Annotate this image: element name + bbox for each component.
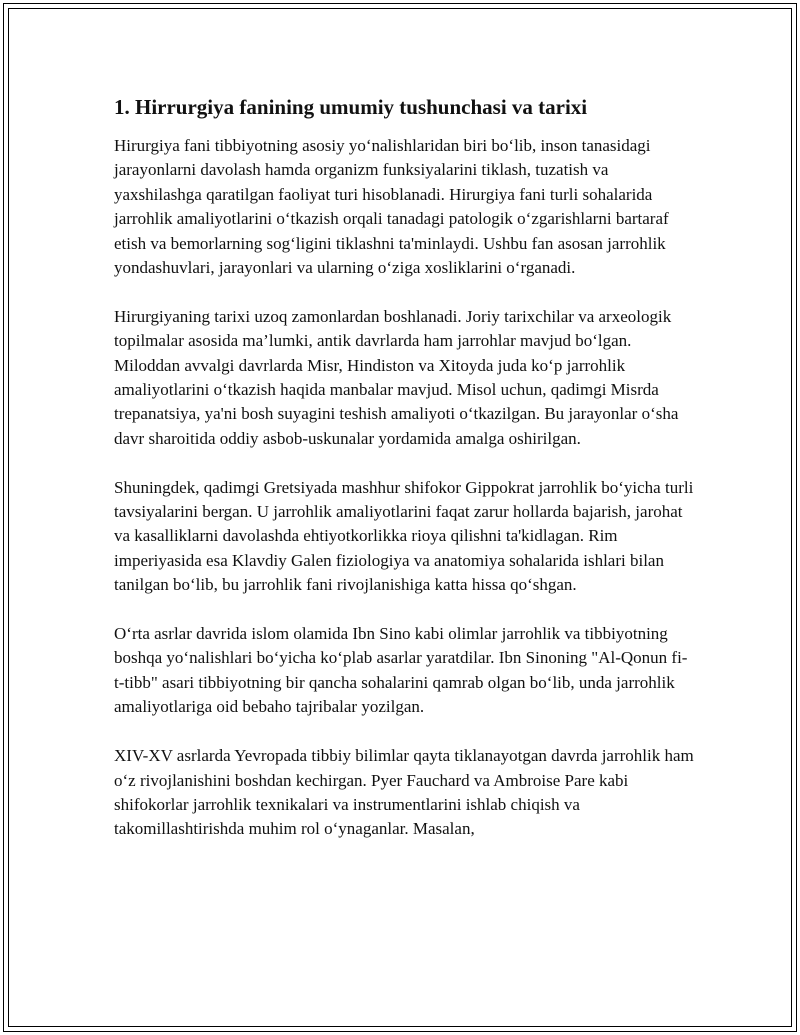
page-border xyxy=(3,3,797,1032)
paragraph-1: Hirurgiya fani tibbiyotning asosiy yo‘nalishlaridan biri bo‘lib, inson tanasidagi jarayonlarni davolash hamda organizm funksiyalarini tiklash, tuzatish va yaxshilashga qaratilgan faoliyat turi hisoblanadi. Hirurgiya fani turli sohalarida jarrohlik amaliyotlarini o‘tkazish orqali tanadagi patologik o‘zgarishlarni bartaraf etish va bemorlarning sog‘ligini tiklashni ta'minlaydi. Ushbu fan asosan jarrohlik yondashuvlari, jarayonlari va ularning o‘ziga xosliklarini o‘rganadi. xyxy=(114,136,669,278)
paragraph-2: Hirurgiyaning tarixi uzoq zamonlardan boshlanadi. Joriy tarixchilar va arxeologik topilmalar asosida ma’lumki, antik davrlarda ham jarrohlar mavjud bo‘lgan. Miloddan avvalgi davrlarda Misr, Hindiston va Xitoyda juda ko‘p jarrohlik amaliyotlarini o‘tkazish haqida manbalar mavjud. Misol uchun, qadimgi Misrda trepanatsiya, ya'ni bosh suyagini teshish amaliyoti o‘tkazilgan. Bu jarayonlar o‘sha davr sharoitida oddiy asbob-uskunalar yordamida amalga oshirilgan. xyxy=(114,306,679,448)
paragraph-3: Shuningdek, qadimgi Gretsiyada mashhur shifokor Gippokrat jarrohlik bo‘yicha turli tavsiyalarini bergan. U jarrohlik amaliyotlarini faqat zarur hollarda bajarish, jarohat va kasalliklarni davolashda ehtiyotkorlikka rioya qilishni ta'kidlagan. Rim imperiyasida esa Klavdiy Galen fiziologiya va anatomiya sohalarida ishlari bilan tanilgan bo‘lib, bu jarrohlik fani rivojlanishiga katta hissa qo‘shgan. xyxy=(114,477,694,595)
section-heading: 1. Hirrurgiya fanining umumiy tushunchasi va tarixi xyxy=(114,95,588,119)
document-body xyxy=(114,92,694,866)
paragraph-4: O‘rta asrlar davrida islom olamida Ibn Sino kabi olimlar jarrohlik va tibbiyotning boshqa yo‘nalishlari bo‘yicha ko‘plab asarlar yaratdilar. Ibn Sinoning "Al-Qonun fi-t-tibb" asari tibbiyotning bir qancha sohalarini qamrab olgan bo‘lib, unda jarrohlik amaliyotlariga oid bebaho tajribalar yozilgan. xyxy=(114,624,688,717)
paragraph-5: XIV-XV asrlarda Yevropada tibbiy bilimlar qayta tiklanayotgan davrda jarrohlik ham o‘z rivojlanishini boshdan kechirgan. Pyer Fauchard va Ambroise Pare kabi shifokorlar jarrohlik texnikalari va instrumentlarini ishlab chiqish va takomillashtirishda muhim rol o‘ynaganlar. Masalan, xyxy=(114,746,694,839)
